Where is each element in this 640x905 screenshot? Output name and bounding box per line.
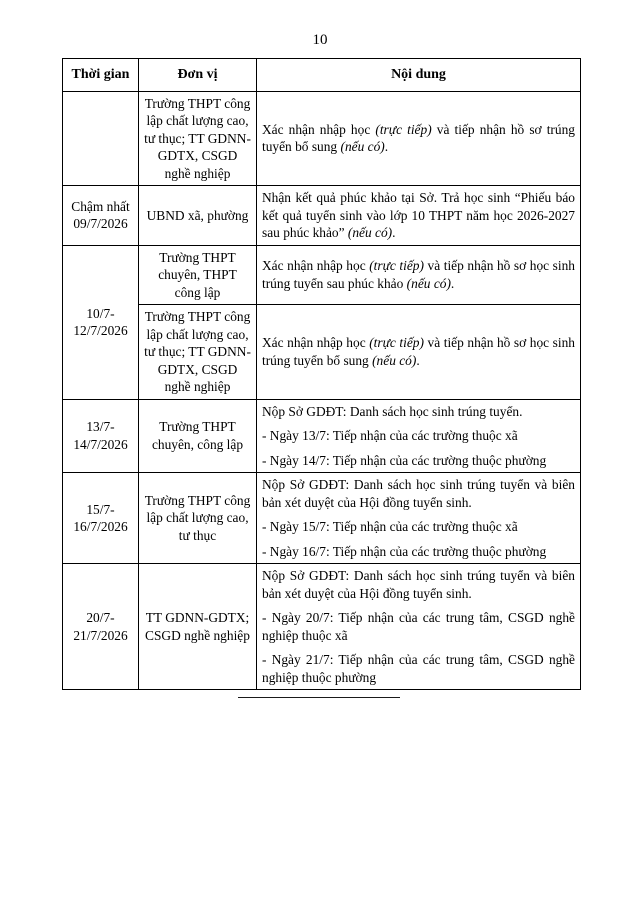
content-line: - Ngày 13/7: Tiếp nhận của các trường thuộc xã xyxy=(262,428,518,443)
content-text: Xác nhận nhập học xyxy=(262,335,370,351)
cell-time: 13/7- 14/7/2026 xyxy=(63,399,139,473)
page-number: 10 xyxy=(312,32,328,48)
column-header-unit: Đơn vị xyxy=(139,59,257,92)
table-row xyxy=(63,186,581,246)
emphasis-text: (trực tiếp) xyxy=(375,121,432,137)
cell-unit: Trường THPT chuyên, công lập xyxy=(139,399,257,473)
footer-divider-rule xyxy=(238,697,400,698)
content-line: - Ngày 20/7: Tiếp nhận của các trung tâm, CSGD nghề nghiệp thuộc xã xyxy=(262,610,575,643)
content-line: - Ngày 16/7: Tiếp nhận của các trường thuộc phường xyxy=(262,543,547,559)
table-row xyxy=(63,473,581,564)
cell-time: 15/7- 16/7/2026 xyxy=(63,473,139,564)
cell-unit: Trường THPT công lập chất lượng cao, tư thục xyxy=(139,473,257,564)
content-line: Nộp Sở GDĐT: Danh sách học sinh trúng tuyển và biên bản xét duyệt của Hội đồng tuyển sinh. xyxy=(262,568,575,601)
content-text: Xác nhận nhập học xyxy=(262,121,376,137)
cell-content xyxy=(257,473,581,564)
emphasis-text: (trực tiếp) xyxy=(369,258,424,274)
table-row xyxy=(63,305,581,400)
cell-time: 10/7- 12/7/2026 xyxy=(63,245,139,399)
content-line: Nộp Sở GDĐT: Danh sách học sinh trúng tuyển. xyxy=(262,403,523,419)
cell-unit: Trường THPT công lập chất lượng cao, tư thục; TT GDNN-GDTX, CSGD nghề nghiệp xyxy=(139,305,257,400)
admission-schedule-table xyxy=(62,58,581,690)
content-text: và tiếp nhận hồ sơ học sinh trúng tuyển sau phúc khảo xyxy=(262,258,576,291)
content-text: Nhận kết quả phúc khảo tại Sở. Trả học sinh “Phiếu báo kết quả tuyển sinh vào lớp 10 THPT năm học 2026-2027 sau phúc khảo” xyxy=(262,190,575,240)
emphasis-text: (nếu có) xyxy=(372,352,417,368)
cell-time xyxy=(63,91,139,186)
cell-content xyxy=(257,305,581,400)
content-paragraph xyxy=(262,189,575,242)
content-line: - Ngày 14/7: Tiếp nhận của các trường thuộc phường xyxy=(262,452,547,468)
table-row xyxy=(63,245,581,305)
cell-content xyxy=(257,245,581,305)
emphasis-text: (trực tiếp) xyxy=(369,335,424,351)
emphasis-text: (nếu có) xyxy=(347,225,393,240)
table-header-row xyxy=(63,59,581,92)
content-paragraph xyxy=(262,334,575,369)
cell-unit: TT GDNN-GDTX; CSGD nghề nghiệp xyxy=(139,564,257,690)
content-line: Nộp Sở GDĐT: Danh sách học sinh trúng tuyển và biên bản xét duyệt của Hội đồng tuyển sinh. xyxy=(262,477,575,510)
content-text: . xyxy=(416,352,420,368)
content-line: - Ngày 21/7: Tiếp nhận của các trung tâm, CSGD nghề nghiệp thuộc phường xyxy=(262,652,575,685)
content-line: - Ngày 15/7: Tiếp nhận của các trường thuộc xã xyxy=(262,519,518,534)
cell-unit: Trường THPT công lập chất lượng cao, tư thục; TT GDNN-GDTX, CSGD nghề nghiệp xyxy=(139,91,257,186)
cell-content xyxy=(257,564,581,690)
table-row xyxy=(63,399,581,473)
content-paragraph xyxy=(262,257,575,292)
cell-time: 20/7- 21/7/2026 xyxy=(63,564,139,690)
schedule-table-wrapper xyxy=(62,58,580,690)
cell-content xyxy=(257,91,581,186)
emphasis-text: (nếu có) xyxy=(406,275,451,291)
content-text: . xyxy=(384,139,389,155)
cell-content xyxy=(257,399,581,473)
cell-content xyxy=(257,186,581,246)
table-row xyxy=(63,91,581,186)
table-header xyxy=(63,59,581,92)
content-text: và tiếp nhận hồ sơ học sinh trúng tuyển bổ sung xyxy=(262,335,576,368)
column-header-time: Thời gian xyxy=(63,59,139,92)
column-header-content: Nội dung xyxy=(257,59,581,92)
emphasis-text: (nếu có) xyxy=(340,139,385,155)
cell-unit: Trường THPT chuyên, THPT công lập xyxy=(139,245,257,305)
cell-unit: UBND xã, phường xyxy=(139,186,257,246)
table-body xyxy=(63,91,581,690)
table-row xyxy=(63,564,581,690)
cell-time: Chậm nhất 09/7/2026 xyxy=(63,186,139,246)
content-text: . xyxy=(450,275,455,291)
content-paragraph xyxy=(262,121,575,156)
content-text: và tiếp nhận hồ sơ trúng tuyển bổ sung xyxy=(262,121,575,155)
content-text: . xyxy=(392,225,396,240)
content-text: Xác nhận nhập học xyxy=(262,258,370,274)
